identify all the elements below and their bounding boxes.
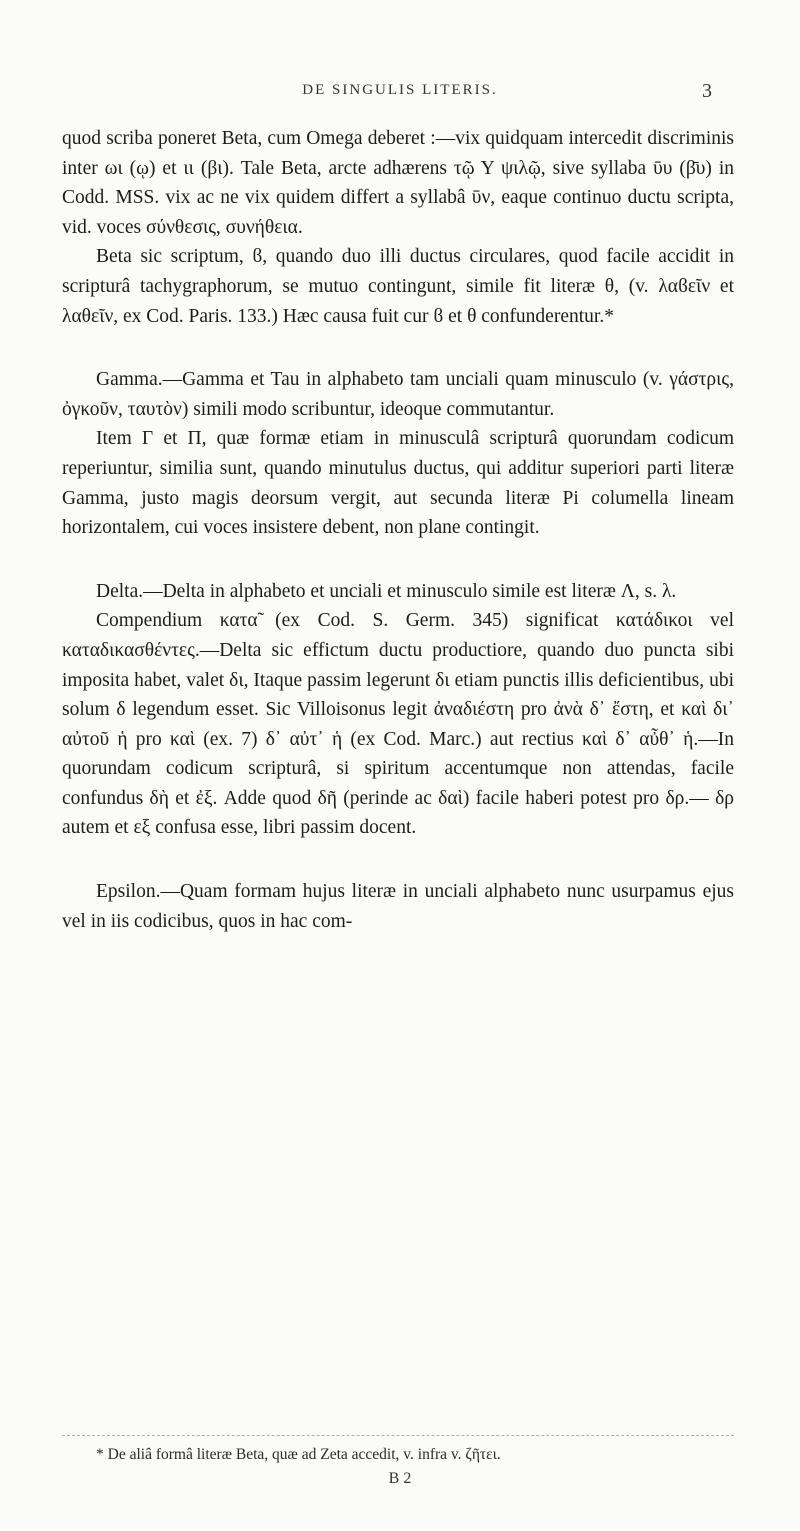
running-head — [0, 82, 800, 106]
signature-mark: B 2 — [388, 1470, 412, 1487]
paragraph-gamma: Gamma.—Gamma et Tau in alphabeto tam unciali quam minusculo (v. γάστρις, ὀγκοῦν, ταυτὸν) simili modo scribuntur, ideoque commutantur. — [62, 369, 734, 420]
paragraph-delta: Delta.—Delta in alphabeto et unciali et minusculo simile est literæ Λ, s. λ. — [96, 580, 677, 602]
paragraph-beta-form: Beta sic scriptum, ϐ, quando duo illi ductus circulares, quod facile accidit in scripturâ tachygraphorum, se mutuo contingunt, simile fit literæ θ, (v. λαϐεῖν et λαθεῖν, ex Cod. Paris. 133.) Hæc causa fuit cur ϐ et θ confunderentur.* — [62, 246, 734, 327]
body-text — [62, 124, 734, 936]
running-title: DE SINGULIS LITERIS. — [302, 82, 498, 98]
footnote: * De aliâ formâ literæ Beta, quæ ad Zeta accedit, v. infra v. ζῆτει. — [96, 1446, 501, 1463]
paragraph-delta-compendium: Compendium κατα̃ (ex Cod. S. Germ. 345) significat κατάδικοι vel καταδικασθέντες.—Delta sic effictum ductu productiore, quando duo puncta sibi imposita habet, valet δι, Itaque passim legerunt δι etiam punctis illis deficientibus, ubi solum δ legendum esset. Sic Villoisonus legit ἀναδιέστη pro ἀνὰ δ᾽ ἔστη, et καὶ δι᾽ αὐτοῦ ἡ pro καὶ (ex. 7) δ᾽ αὐτ᾽ ἡ (ex Cod. Marc.) aut rectius καὶ δ᾽ αὖθ᾽ ἡ.—In quorundam codicum scripturâ, si spiritum accentumque non attendas, facile confundus δὴ et ἐξ. Adde quod δῆ (perinde ac δαὶ) facile haberi potest pro δρ.— δρ autem et εξ confusa esse, libri passim docent. — [62, 610, 734, 839]
page-number: 3 — [702, 80, 712, 102]
footnote-divider — [62, 1435, 734, 1436]
paragraph-epsilon: Epsilon.—Quam formam hujus literæ in unciali alphabeto nunc usurpamus ejus vel in iis codicibus, quos in hac com- — [62, 881, 734, 932]
paragraph-gamma-pi: Item Γ et Π, quæ formæ etiam in minusculâ scripturâ quorundam codicum reperiuntur, similia sunt, quando minutulus ductus, qui additur superiori parti literæ Gamma, justo magis deorsum vergit, aut secunda literæ Pi columella lineam horizontalem, cui voces insistere debent, non plane contingit. — [62, 428, 734, 539]
paragraph-beta-continued: quod scriba poneret Beta, cum Omega deberet :—vix quidquam intercedit discriminis inter ωι (ῳ) et ιι (βι). Tale Beta, arcte adhærens τῷ Υ ψιλῷ, sive syllaba ῡυ (β̄υ) in Codd. MSS. vix ac ne vix quidem differt a syllabâ ῡν, eaque continuo ductu scripta, vid. voces σύνθεσις, συνήθεια. — [62, 128, 734, 238]
